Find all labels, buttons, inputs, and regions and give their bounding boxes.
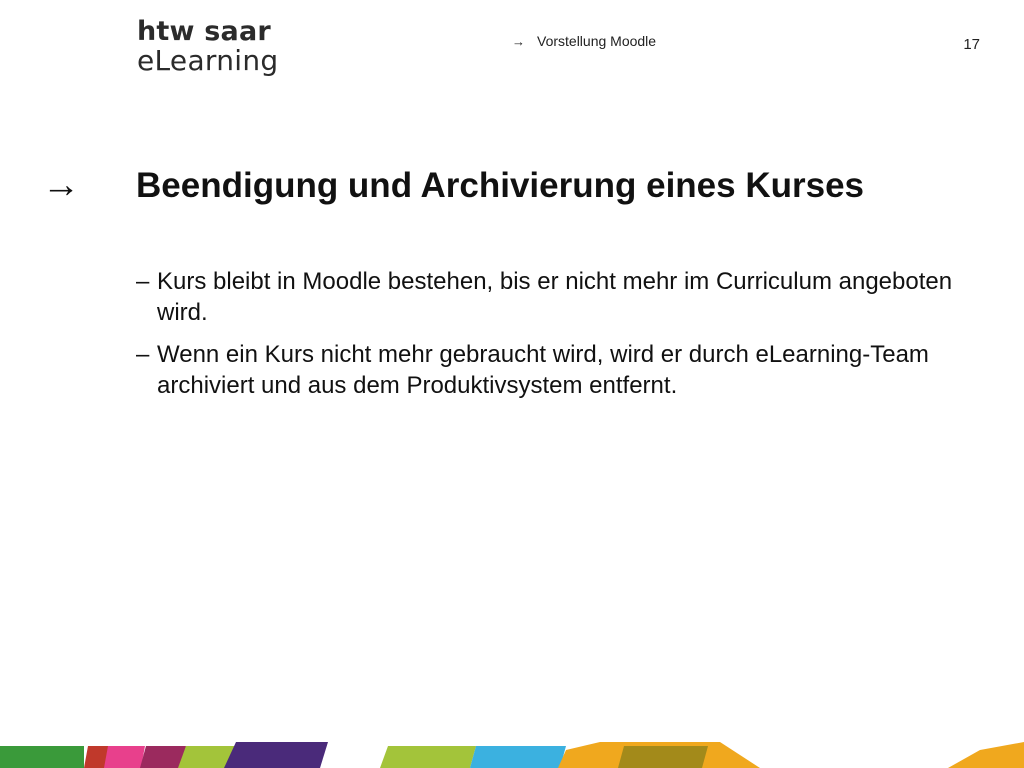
bullet-list xyxy=(136,266,996,412)
color-band-segment xyxy=(224,742,328,768)
bullet-dash: – xyxy=(136,268,150,295)
color-band-segment xyxy=(0,746,84,768)
logo-line-htw-saar: htw saar xyxy=(137,16,271,47)
section-title: Vorstellung Moodle xyxy=(537,33,657,49)
title-arrow-icon: → xyxy=(42,164,80,206)
slide-title: Beendigung und Archivierung eines Kurses xyxy=(136,166,864,205)
logo-line-elearning: eLearning xyxy=(137,44,279,77)
bullet-text: Wenn ein Kurs nicht mehr gebraucht wird, wird er durch eLearning-Team archiviert und aus dem Produktivsystem entfernt. xyxy=(157,341,929,399)
color-band-segment xyxy=(948,742,1024,768)
color-band-segment xyxy=(104,746,145,768)
bullet-item xyxy=(136,266,996,328)
page-number: 17 xyxy=(963,36,980,53)
bullet-dash: – xyxy=(136,341,150,368)
color-band-segment xyxy=(140,746,186,768)
color-band-segment xyxy=(618,746,708,768)
color-band-segment xyxy=(470,746,566,768)
arrow-right-icon: → xyxy=(512,33,525,49)
htw-saar-elearning-logo xyxy=(137,18,278,75)
decorative-color-band xyxy=(0,742,1024,768)
bullet-text: Kurs bleibt in Moodle bestehen, bis er nicht mehr im Curriculum angeboten wird. xyxy=(157,268,953,326)
bullet-item xyxy=(136,339,996,401)
header-section-label xyxy=(512,33,656,49)
color-band-segment xyxy=(380,746,476,768)
